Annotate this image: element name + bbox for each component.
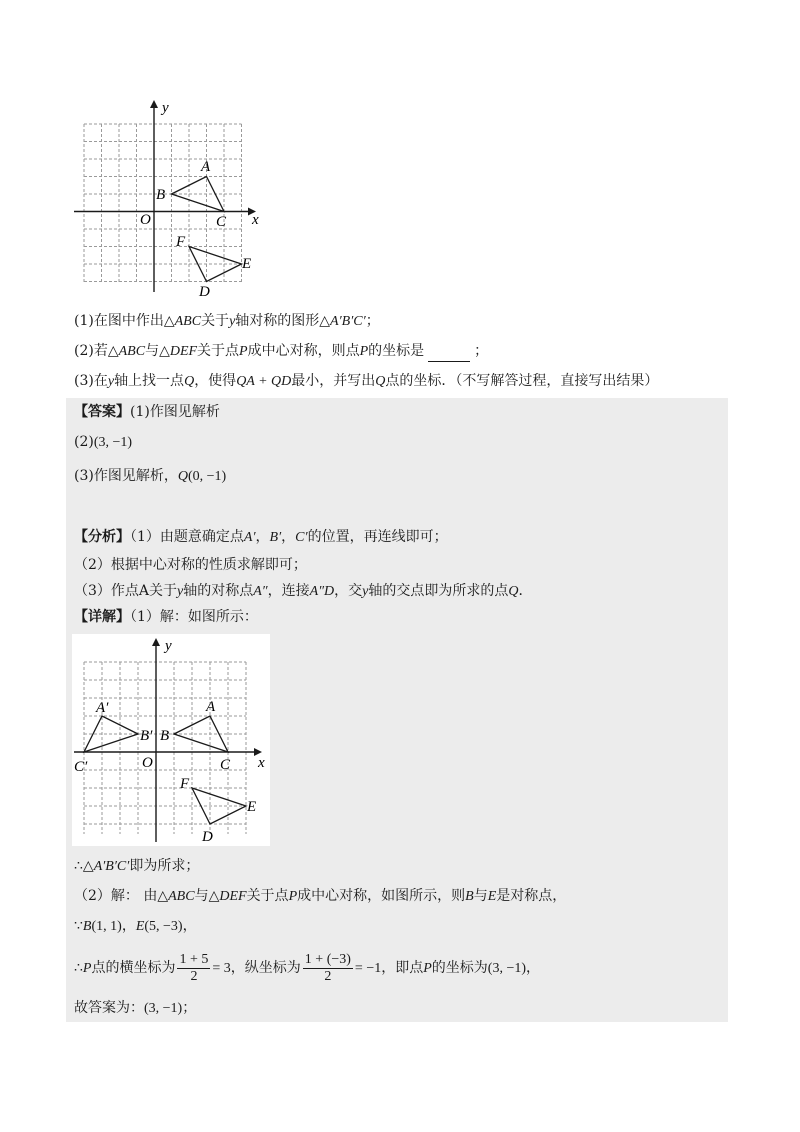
- q3-prefix: (3)在: [74, 373, 108, 389]
- q2-and: 与: [145, 343, 160, 359]
- q2-mid: 关于点: [197, 343, 240, 359]
- analysis-3c: ，连接: [267, 583, 310, 599]
- detail-line-6: [74, 998, 196, 1019]
- analysis-3b: 轴的对称点: [183, 583, 254, 599]
- point-label-f: F: [180, 776, 190, 792]
- analysis-2: （2）根据中心对称的性质求解即可；: [74, 557, 307, 573]
- detail-2-triangle: △A′B′C′: [82, 859, 130, 874]
- detail-3-e: E: [487, 889, 497, 904]
- fraction-x-numerator: 1 + 5: [179, 951, 209, 967]
- point-label-b: B: [160, 728, 170, 744]
- detail-3-triangle-def: △DEF: [208, 889, 247, 904]
- point-label-a: A: [201, 159, 211, 175]
- analysis-1b: 的位置，再连线即可；: [307, 529, 448, 545]
- analysis-3f: ．: [518, 583, 533, 599]
- fraction-y-result: = −1: [354, 961, 382, 976]
- detail-3-triangle-abc: △ABC: [157, 889, 195, 904]
- q1-triangle-abc-prime: △A′B′C′: [319, 314, 366, 329]
- q3-point-q2: Q: [375, 374, 386, 389]
- q2-end1: 的坐标是: [368, 343, 425, 359]
- q1-mid: 关于: [201, 313, 230, 329]
- analysis-3e: 轴的交点即为所求的点: [368, 583, 509, 599]
- origin-label: O: [142, 755, 153, 771]
- fraction-x-denominator: 2: [190, 968, 198, 984]
- axis-label-x: x: [252, 212, 259, 228]
- q1-axis: y: [229, 314, 236, 329]
- detail-6-end: ；: [182, 1000, 197, 1016]
- q3-point-q: Q: [184, 374, 195, 389]
- detail-5-p2: P: [423, 961, 432, 976]
- detail-4-e-value: (5, −3): [144, 919, 183, 934]
- answer-3-point-q: Q: [177, 469, 188, 484]
- detail-3-and: 与: [194, 888, 209, 904]
- fraction-y-denominator: 2: [324, 968, 332, 984]
- detail-1: （1）解：如图所示：: [130, 609, 258, 625]
- point-label-c-prime: C′: [74, 759, 88, 775]
- analysis-1a: （1）由题意确定点: [130, 529, 244, 545]
- detail-2-therefore: ∴: [74, 858, 83, 874]
- point-label-f: F: [176, 234, 186, 250]
- point-label-e: E: [247, 799, 257, 815]
- detail-4-b-value: (1, 1): [91, 919, 122, 934]
- detail-3c: 成中心对称，如图所示，则: [297, 888, 466, 904]
- detail-line-4: [74, 916, 197, 937]
- detail-3-and2: 与: [473, 888, 488, 904]
- detail-3d: 是对称点，: [496, 888, 567, 904]
- question-1: [74, 311, 380, 332]
- detail-4-sep: ，: [121, 918, 136, 934]
- point-label-d: D: [202, 829, 213, 845]
- detail-3-p: P: [288, 889, 298, 904]
- detail-4-end: ，: [182, 918, 197, 934]
- point-label-b-prime: B′: [140, 728, 153, 744]
- point-label-e: E: [242, 256, 252, 272]
- analysis-3-y: y: [177, 584, 184, 599]
- point-label-c: C: [220, 757, 231, 773]
- q2-end2: ；: [474, 343, 489, 359]
- detail-line-2: [74, 856, 199, 877]
- detail-3-b: B: [465, 889, 474, 904]
- analysis-line-1: 【分析】（1）由题意确定点A′，B′，C′的位置，再连线即可；: [74, 529, 448, 545]
- axis-label-y: y: [165, 638, 172, 654]
- detail-5-value: (3, −1): [487, 961, 527, 976]
- analysis-3-segment: A″D: [309, 584, 335, 599]
- detail-5d: 的坐标为: [431, 960, 488, 976]
- detail-line-1: [74, 607, 258, 627]
- question-2: [74, 341, 488, 362]
- figure-2-coordinate-grid: [72, 634, 270, 846]
- detail-5-therefore: ∴: [74, 960, 83, 976]
- q1-end: ；: [365, 313, 380, 329]
- q2-point-p2: P: [359, 344, 369, 359]
- fraction-x: [177, 952, 210, 985]
- detail-6-value: (3, −1): [144, 1001, 183, 1016]
- point-label-a: A: [206, 699, 216, 715]
- q1-prefix: (1)在图中作出: [74, 313, 164, 329]
- detail-5-p: P: [82, 961, 92, 976]
- detail-5c: ，即点: [381, 960, 424, 976]
- q2-triangle-def: △DEF: [159, 344, 198, 359]
- fraction-y: [303, 952, 353, 985]
- axis-label-y: y: [162, 100, 169, 116]
- answer-3-value: (0, −1): [187, 469, 227, 484]
- answer-line-2: [74, 432, 132, 453]
- point-label-c: C: [216, 214, 227, 230]
- q2-prefix: (2)若: [74, 343, 108, 359]
- analysis-3a: （3）作点A关于: [74, 583, 178, 599]
- q3-axis: y: [107, 374, 115, 389]
- analysis-3-point: A″: [253, 584, 268, 599]
- grid-lines: [84, 124, 242, 282]
- answer-2-value: (3, −1): [93, 435, 133, 450]
- analysis-3-q: Q: [508, 584, 519, 599]
- answer-tag: 【答案】: [74, 404, 130, 420]
- detail-6a: 故答案为：: [74, 1000, 144, 1016]
- analysis-point-a-prime: A′: [243, 530, 256, 545]
- q3-expression: QA + QD: [236, 374, 292, 389]
- analysis-line-3: [74, 581, 532, 602]
- point-label-b: B: [156, 187, 166, 203]
- detail-line-5: [74, 950, 540, 987]
- q3-mid2: ，使得: [194, 373, 237, 389]
- q2-triangle-abc: △ABC: [107, 344, 146, 359]
- answer-line-1: [74, 402, 220, 422]
- fraction-x-result: = 3: [212, 961, 231, 976]
- analysis-3d: ，交: [334, 583, 363, 599]
- answer-blank[interactable]: [428, 347, 470, 362]
- q2-mid2: 成中心对称，则点: [247, 343, 360, 359]
- q3-end: 点的坐标．（不写解答过程，直接写出结果）: [385, 373, 659, 389]
- analysis-point-b-prime: B′: [269, 530, 282, 545]
- origin-label: O: [140, 212, 151, 228]
- detail-4-e: E: [135, 919, 145, 934]
- analysis-tag: 【分析】: [74, 529, 130, 545]
- q3-mid3: 最小，并写出: [291, 373, 376, 389]
- q2-point-p: P: [239, 344, 248, 359]
- axis-label-x: x: [258, 755, 265, 771]
- detail-5a: 点的横坐标为: [91, 960, 176, 976]
- question-3: [74, 371, 658, 392]
- detail-5b: ，纵坐标为: [230, 960, 301, 976]
- q1-mid2: 轴对称的图形: [235, 313, 320, 329]
- detail-3a: （2）解： 由: [74, 888, 158, 904]
- analysis-line-2: [74, 555, 307, 575]
- q3-mid: 轴上找一点: [114, 373, 185, 389]
- detail-5-end: ，: [526, 960, 541, 976]
- point-label-d: D: [199, 284, 210, 300]
- point-label-a-prime: A′: [96, 700, 109, 716]
- q1-triangle-abc: △ABC: [163, 314, 202, 329]
- analysis-3-y2: y: [362, 584, 369, 599]
- analysis-point-c-prime: C′: [295, 530, 308, 545]
- detail-tag: 【详解】: [74, 609, 130, 625]
- detail-2b: 即为所求；: [129, 858, 200, 874]
- answer-1: (1)作图见解析: [130, 404, 220, 420]
- detail-line-3: [74, 886, 566, 907]
- detail-4-b: B: [82, 919, 92, 934]
- answer-2-prefix: (2): [74, 434, 94, 450]
- fraction-y-numerator: 1 + (−3): [304, 951, 351, 967]
- answer-3-prefix: (3)作图见解析，: [74, 468, 178, 484]
- figure-1-coordinate-grid: [70, 96, 270, 300]
- answer-line-3: [74, 466, 226, 487]
- detail-3b: 关于点: [246, 888, 289, 904]
- detail-4-because: ∵: [74, 918, 83, 934]
